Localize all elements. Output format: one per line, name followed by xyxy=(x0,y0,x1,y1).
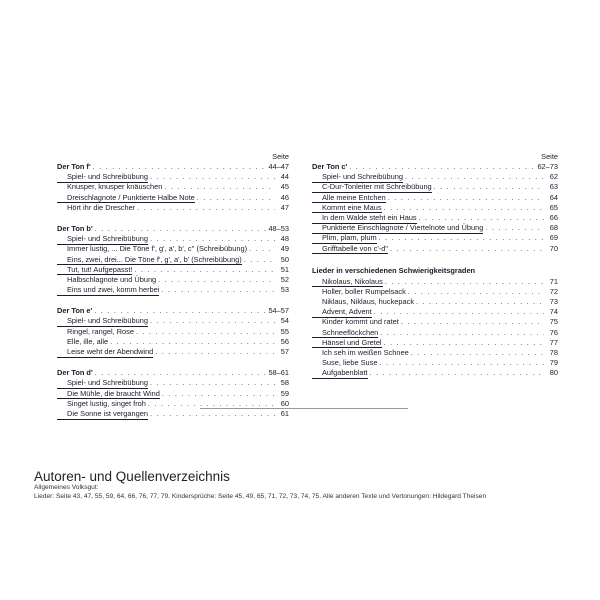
toc-entry xyxy=(312,193,558,203)
dot-leader xyxy=(155,347,275,357)
dot-leader xyxy=(95,368,267,378)
dot-leader xyxy=(388,193,544,203)
section-gap xyxy=(57,295,289,306)
toc-entry-text: Spiel- und Schreibübung xyxy=(57,317,148,327)
toc-entry xyxy=(312,244,558,254)
dot-leader xyxy=(374,307,544,317)
footer-line-1: Allgemeines Volksgut: xyxy=(34,484,99,491)
toc-entry-text: Singet lustig, singet froh xyxy=(67,398,146,408)
toc-entry-page: 76 xyxy=(549,327,558,337)
dot-leader xyxy=(134,265,275,275)
toc-entry-page: 78 xyxy=(549,348,558,357)
footer-title: Autoren- und Quellenverzeichnis xyxy=(34,469,230,484)
toc-entry-page: 59 xyxy=(280,388,289,398)
toc-entry xyxy=(312,223,558,233)
dot-leader xyxy=(95,224,267,234)
dot-leader xyxy=(150,234,275,244)
toc-entry-text: Elle, ille, alle xyxy=(67,336,109,346)
toc-entry-page: 55 xyxy=(280,326,289,336)
toc-entry-text: Grifftabelle von c'-d'' xyxy=(312,245,388,255)
toc-entry-text: Spiel- und Schreibübung xyxy=(312,173,403,183)
toc-entry-page: 73 xyxy=(549,297,558,307)
section-heading xyxy=(57,368,289,378)
toc-left-column xyxy=(57,152,289,419)
seite-label: Seite xyxy=(272,152,289,161)
divider-line xyxy=(200,408,408,409)
section-heading-page: 44–47 xyxy=(268,162,289,171)
right-section xyxy=(312,162,558,254)
seite-label: Seite xyxy=(541,152,558,161)
toc-entry-page: 56 xyxy=(280,336,289,346)
dot-leader xyxy=(405,172,544,182)
section-heading-text: Der Ton c' xyxy=(312,162,348,171)
toc-entry-page: 50 xyxy=(280,254,289,264)
toc-entry-text: Spiel- und Schreibübung xyxy=(57,235,148,245)
section-heading-text: Der Ton d' xyxy=(57,368,93,378)
toc-entry-page: 79 xyxy=(549,358,558,368)
toc-entry-text: Aufgabenblatt xyxy=(312,369,368,379)
toc-entry xyxy=(57,409,289,419)
toc-entry-page: 54 xyxy=(280,316,289,326)
lieder-heading: Lieder in verschiedenen Schwierigkeitsgraden xyxy=(312,265,476,275)
dot-leader xyxy=(244,255,275,265)
toc-entry-text: Die Mühle, die braucht Wind xyxy=(57,390,160,400)
dot-leader xyxy=(197,193,275,203)
toc-entry xyxy=(312,328,558,338)
toc-entry-text: Punktierte Einschlagnote / Viertelnote und Übung xyxy=(312,224,483,234)
toc-entry xyxy=(57,337,289,347)
toc-entry-page: 80 xyxy=(549,368,558,378)
dot-leader xyxy=(158,275,275,285)
toc-entry-text: Advent, Advent xyxy=(312,308,372,318)
toc-entry-text: Die Sonne ist vergangen xyxy=(57,410,148,420)
toc-entry-text: Immer lustig, ... Die Töne f', g', a', b', c'' (Schreibübung) xyxy=(67,244,248,254)
dot-leader xyxy=(370,368,544,378)
toc-entry-text: C-Dur-Tonleiter mit Schreibübung xyxy=(312,183,432,193)
dot-leader xyxy=(434,182,544,192)
toc-entry-text: Ringel, rangel, Rose xyxy=(67,326,134,336)
section-heading-page: 58–61 xyxy=(268,368,289,378)
dot-leader xyxy=(408,287,544,297)
toc-entry-page: 53 xyxy=(280,285,289,295)
left-sections xyxy=(57,162,289,419)
toc-entry xyxy=(312,348,558,358)
toc-entry xyxy=(312,317,558,327)
toc-entry-text: Spiel- und Schreibübung xyxy=(57,379,148,389)
toc-entry-text: Spiel- und Schreibübung xyxy=(57,173,148,183)
toc-entry xyxy=(57,327,289,337)
toc-entry-text: Eins, zwei, drei... Die Töne f', g', a', b' (Schreibübung) xyxy=(57,256,242,266)
toc-entry-page: 68 xyxy=(549,223,558,233)
toc-entry-text: Hänsel und Gretel xyxy=(312,339,382,349)
toc-entry xyxy=(312,172,558,182)
toc-entry xyxy=(57,389,289,399)
toc-entry-text: Suse, liebe Suse xyxy=(322,358,378,368)
toc-entry xyxy=(312,277,558,287)
toc-entry-text: Kommt eine Maus xyxy=(312,204,382,214)
toc-entry-text: Niklaus, Niklaus, huckepack xyxy=(322,297,415,307)
toc-entry-page: 57 xyxy=(280,347,289,356)
toc-entry xyxy=(312,368,558,378)
dot-leader xyxy=(401,317,544,327)
dot-leader xyxy=(379,358,544,368)
toc-entry xyxy=(312,287,558,297)
dot-leader xyxy=(379,233,544,243)
section-heading-text: Der Ton e' xyxy=(57,306,93,316)
toc-entry-page: 52 xyxy=(280,274,289,284)
toc-entry-text: Nikolaus, Nikolaus xyxy=(312,278,383,288)
section-heading-page: 54–57 xyxy=(268,306,289,316)
section-heading xyxy=(57,224,289,234)
dot-leader xyxy=(419,213,544,223)
toc-entry xyxy=(312,233,558,243)
dot-leader xyxy=(349,162,535,172)
dot-leader xyxy=(485,223,544,233)
toc-entry xyxy=(57,244,289,254)
dot-leader xyxy=(416,297,544,307)
toc-entry xyxy=(312,338,558,348)
toc-entry-page: 71 xyxy=(549,276,558,286)
footer-line-2: Lieder: Seite 43, 47, 55, 59, 64, 66, 76, 77, 79. Kindersprüche: Seite 45, 49, 65, 71, 72, 73, 74, 75. Alle anderen Texte und Vertonungen: Hildegard Theisen xyxy=(34,492,487,500)
toc-entry-page: 74 xyxy=(549,307,558,317)
toc-entry-page: 75 xyxy=(549,317,558,327)
section-heading xyxy=(312,162,558,172)
toc-entry-page: 72 xyxy=(549,286,558,296)
toc-entry-page: 66 xyxy=(549,212,558,222)
toc-entry-page: 58 xyxy=(280,378,289,388)
section-heading-page: 62–73 xyxy=(537,162,558,171)
toc-entry-page: 63 xyxy=(549,182,558,192)
toc-entry-text: In dem Walde steht ein Haus xyxy=(312,214,417,224)
toc-entry xyxy=(57,378,289,388)
toc-entry-page: 47 xyxy=(280,202,289,212)
toc-entry-text: Dreischlagnote / Punktierte Halbe Note xyxy=(57,194,195,204)
dot-leader xyxy=(411,348,544,358)
toc-entry xyxy=(312,182,558,192)
dot-leader xyxy=(390,244,544,254)
toc-entry-text: Eins und zwei, komm herbei xyxy=(57,286,159,296)
toc-entry xyxy=(57,234,289,244)
toc-entry-page: 77 xyxy=(549,337,558,347)
toc-entry xyxy=(57,255,289,265)
toc-entry-text: Ich seh im weißen Schnee xyxy=(322,348,409,357)
toc-entry-page: 60 xyxy=(280,398,289,408)
section-gap xyxy=(57,213,289,224)
toc-entry-page: 64 xyxy=(549,192,558,202)
toc-entry xyxy=(57,316,289,326)
dot-leader xyxy=(110,337,275,347)
toc-entry xyxy=(57,172,289,182)
toc-entry-page: 44 xyxy=(280,172,289,182)
toc-entry-text: Schneeflöckchen xyxy=(312,329,378,339)
section-heading xyxy=(57,306,289,316)
toc-entry-page: 65 xyxy=(549,202,558,212)
lieder-list xyxy=(312,277,558,379)
dot-leader xyxy=(136,327,275,337)
toc-entry-page: 70 xyxy=(549,243,558,253)
section-heading-text: Der Ton b' xyxy=(57,223,93,233)
toc-entry xyxy=(57,265,289,275)
dot-leader xyxy=(164,182,275,192)
dot-leader xyxy=(150,409,275,419)
toc-entry-page: 45 xyxy=(280,182,289,192)
dot-leader xyxy=(137,203,275,213)
toc-entry xyxy=(312,297,558,307)
toc-entry xyxy=(57,182,289,192)
toc-entry xyxy=(57,193,289,203)
toc-entry-text: Leise weht der Abendwind xyxy=(57,348,153,358)
toc-entry-text: Tut, tut! Aufgepasst! xyxy=(57,266,132,276)
toc-entry-text: Alle meine Entchen xyxy=(312,194,386,204)
section-heading-text: Der Ton f' xyxy=(57,162,91,171)
toc-entry xyxy=(312,203,558,213)
dot-leader xyxy=(150,172,275,182)
toc-right-column xyxy=(312,152,558,379)
dot-leader xyxy=(385,277,544,287)
toc-entry-text: Plim, plam, plum xyxy=(312,234,377,244)
toc-entry-page: 49 xyxy=(280,244,289,254)
dot-leader xyxy=(93,162,267,172)
toc-entry xyxy=(57,285,289,295)
toc-entry-text: Halbschlagnote und Übung xyxy=(67,274,157,284)
toc-entry-text: Knusper, knusper knäuschen xyxy=(67,182,163,192)
dot-leader xyxy=(249,244,275,254)
section-gap xyxy=(57,357,289,368)
footer xyxy=(34,469,574,501)
dot-leader xyxy=(384,203,544,213)
section-heading-page: 48–53 xyxy=(268,223,289,233)
toc-entry-page: 61 xyxy=(280,408,289,418)
toc-entry-page: 48 xyxy=(280,234,289,244)
dot-leader xyxy=(161,285,275,295)
toc-entry-page: 51 xyxy=(280,264,289,274)
dot-leader xyxy=(384,338,544,348)
dot-leader xyxy=(150,316,275,326)
toc-entry xyxy=(312,358,558,368)
dot-leader xyxy=(380,328,544,338)
section-heading xyxy=(57,162,289,172)
toc-entry-page: 62 xyxy=(549,172,558,182)
toc-entry xyxy=(57,347,289,357)
dot-leader xyxy=(162,389,275,399)
toc-entry xyxy=(57,275,289,285)
toc-entry-text: Kinder kommt und ratet xyxy=(322,317,399,327)
toc-entry-page: 69 xyxy=(549,233,558,243)
toc-entry-text: Holler, boller Rumpelsack xyxy=(322,286,406,296)
toc-entry-page: 46 xyxy=(280,192,289,202)
toc-entry xyxy=(312,213,558,223)
dot-leader xyxy=(150,378,275,388)
toc-entry xyxy=(57,203,289,213)
dot-leader xyxy=(94,306,266,316)
toc-entry xyxy=(312,307,558,317)
toc-entry-text: Hört ihr die Drescher xyxy=(67,202,136,212)
